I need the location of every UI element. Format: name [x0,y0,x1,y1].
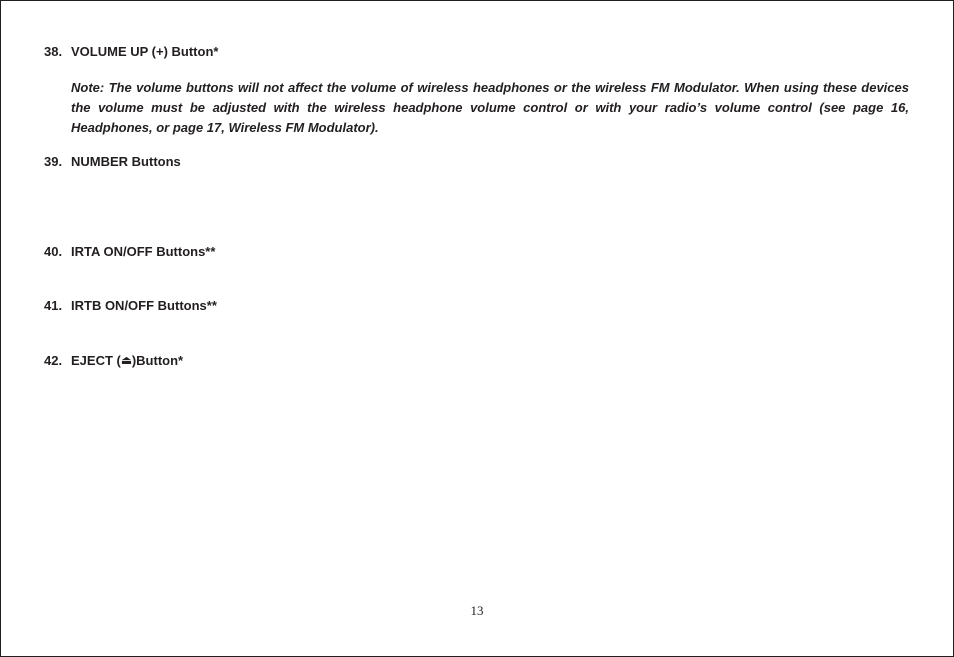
item-label: VOLUME UP (+) Button* [71,44,219,59]
item-label: IRTB ON/OFF Buttons** [71,298,217,313]
item-number-buttons [44,152,181,172]
item-number: 40. [44,244,63,259]
item-number: 38. [44,44,63,59]
item-number: 42. [44,353,63,368]
volume-note: Note: The volume buttons will not affect the volume of wireless headphones or the wireless FM Modulator. When using these devices the volume must be adjusted with the wireless headphone volume control or with your radio’s volume control (see page 16, Headphones, or page 17, Wireless FM Modulator). [71,80,909,135]
item-number: 41. [44,298,63,313]
item-label-prefix: EJECT ( [71,353,121,368]
page-number: 13 [470,603,484,618]
item-label: IRTA ON/OFF Buttons** [71,244,216,259]
item-irtb-buttons [44,296,217,316]
item-eject-button [44,351,183,371]
item-irta-buttons [44,242,215,262]
item-label-suffix: )Button* [131,353,184,368]
item-volume-up [44,42,218,62]
item-label: NUMBER Buttons [71,154,181,169]
item-number: 39. [44,154,63,169]
eject-icon: ⏏ [120,353,133,367]
